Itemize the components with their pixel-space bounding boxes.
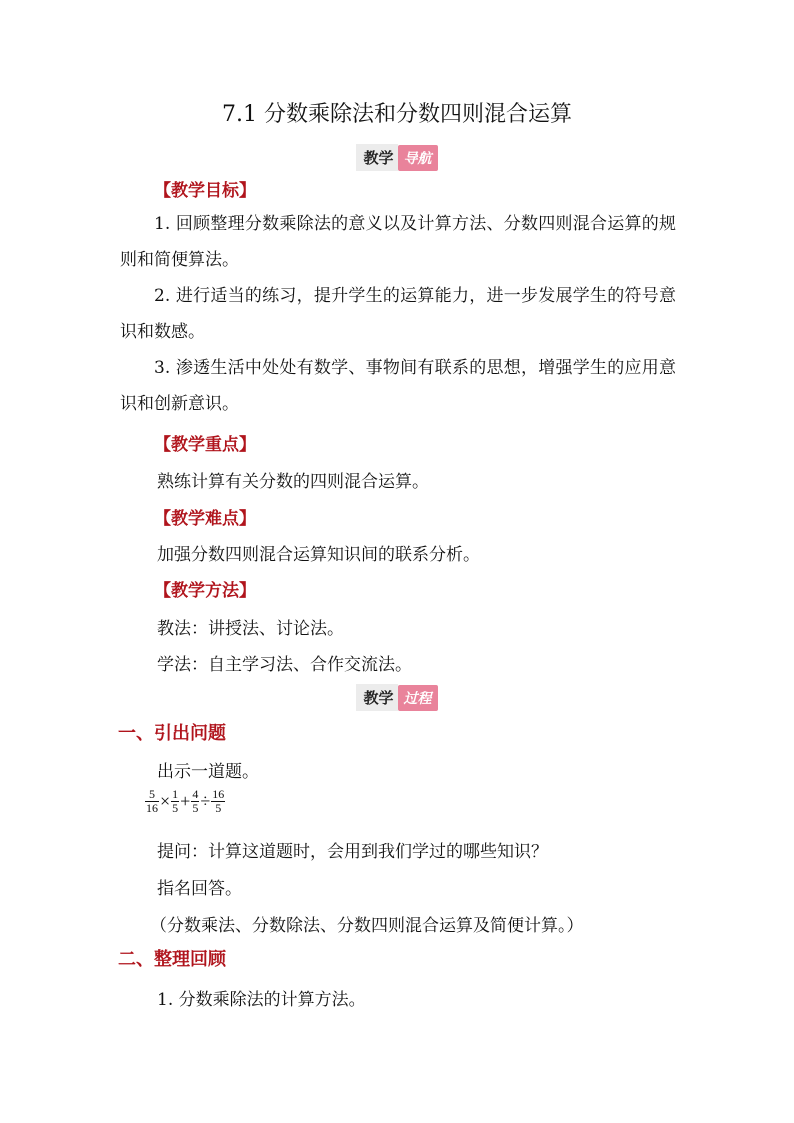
- answer-note: （分数乘法、分数除法、分数四则混合运算及简便计算。）: [150, 916, 584, 936]
- teaching-process-banner: [0, 684, 794, 711]
- objective-item-2: 2. 进行适当的练习，提升学生的运算能力，进一步发展学生的符号意识和数感。: [120, 286, 676, 342]
- fraction: $\frac{5}{16}$: [146, 787, 158, 815]
- question-text: 提问：计算这道题时，会用到我们学过的哪些知识？: [157, 842, 548, 862]
- process-badge: [356, 684, 437, 711]
- key-point-heading: 【教学重点】: [154, 435, 256, 455]
- badge-left-label: 教学: [356, 684, 397, 711]
- difficulty-text: 加强分数四则混合运算知识间的联系分析。: [157, 545, 480, 565]
- objective-item-3: 3. 渗透生活中处处有数学、事物间有联系的思想，增强学生的应用意识和创新意识。: [120, 358, 676, 414]
- objective-item-1: 1. 回顾整理分数乘除法的意义以及计算方法、分数四则混合运算的规则和简便算法。: [120, 214, 676, 270]
- show-problem-text: 出示一道题。: [157, 762, 259, 782]
- section-2-item-1: 1. 分数乘除法的计算方法。: [157, 990, 366, 1010]
- section-2-heading: 二、整理回顾: [118, 949, 226, 970]
- objectives-heading: 【教学目标】: [154, 181, 256, 201]
- learning-method-text: 学法：自主学习法、合作交流法。: [157, 655, 412, 675]
- math-formula: [145, 788, 225, 815]
- teaching-method-text: 教法：讲授法、讨论法。: [157, 619, 344, 639]
- section-1-heading: 一、引出问题: [118, 723, 226, 744]
- methods-heading: 【教学方法】: [154, 581, 256, 601]
- fraction: $\frac{16}{5}$: [212, 787, 225, 815]
- divide-operator: ÷: [200, 791, 211, 811]
- plus-operator: +: [180, 791, 191, 811]
- fraction: $\frac{4}{5}$: [192, 787, 199, 815]
- page-title: 7.1 分数乘除法和分数四则混合运算: [222, 102, 572, 127]
- difficulty-heading: 【教学难点】: [154, 509, 256, 529]
- teaching-nav-banner: [0, 144, 794, 171]
- key-point-text: 熟练计算有关分数的四则混合运算。: [157, 472, 429, 492]
- badge-right-label: 导航: [398, 145, 438, 171]
- fraction: $\frac{1}{5}$: [172, 787, 179, 815]
- nav-badge: [356, 144, 437, 171]
- badge-right-label: 过程: [398, 685, 438, 711]
- times-operator: ×: [160, 791, 171, 811]
- badge-left-label: 教学: [356, 144, 397, 171]
- answer-text: 指名回答。: [157, 879, 242, 899]
